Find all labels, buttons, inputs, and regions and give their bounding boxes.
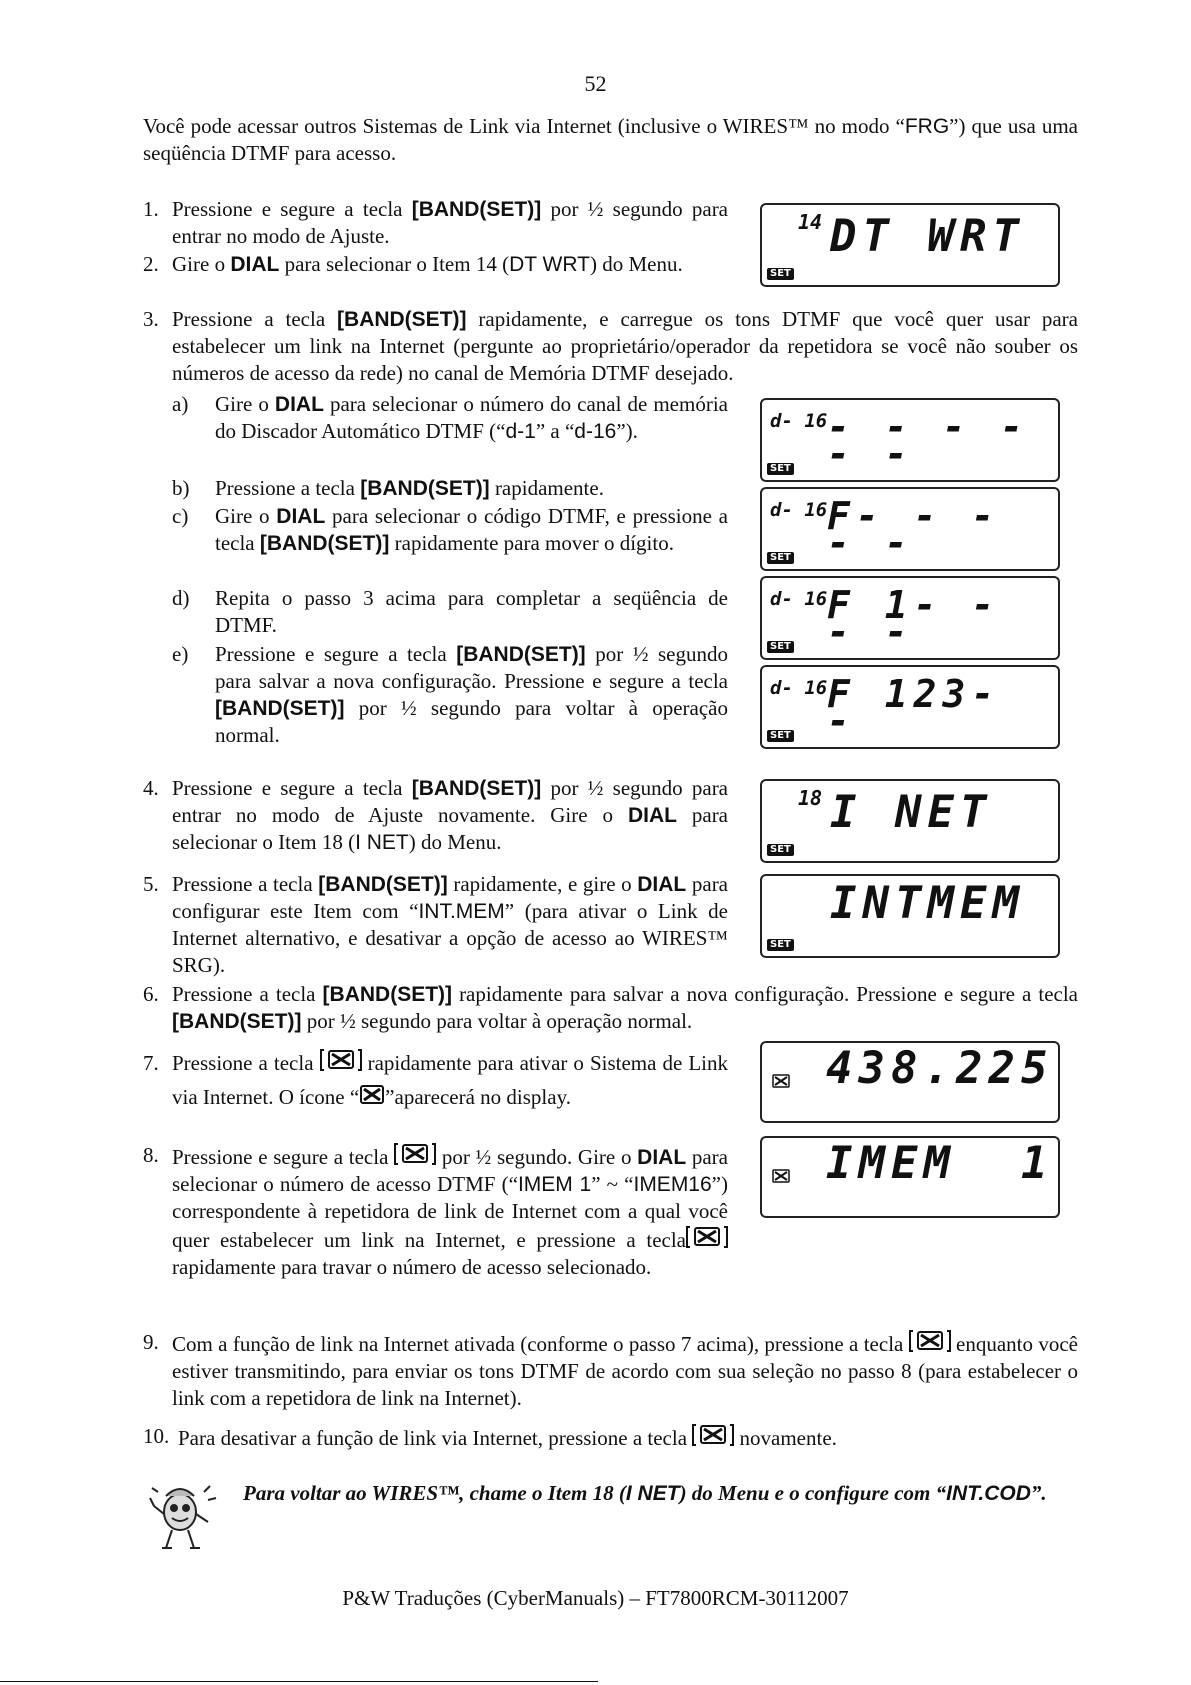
band-set-key: [BAND(SET)] — [322, 983, 453, 1006]
page-number: 52 — [584, 71, 607, 96]
page-footer: P&W Traduções (CyberManuals) – FT7800RCM-30112007 — [342, 1586, 849, 1610]
lcd-display-dtmf-f123: d- 16 F 123- - SET — [760, 665, 1060, 749]
dial-label: DIAL — [276, 505, 326, 528]
internet-key-icon — [692, 1423, 734, 1447]
lcd-display-dt-wrt: 14 DT WRT SET — [760, 203, 1060, 287]
dial-label: DIAL — [230, 253, 280, 276]
lcd-display-i-net: 18 I NET SET — [760, 779, 1060, 863]
lcd-display-dtmf-f1: d- 16 F 1- - - - SET — [760, 576, 1060, 660]
internet-key-icon — [320, 1048, 362, 1072]
lcd-display-dtmf-empty: d- 16 - - - - - - SET — [760, 398, 1060, 482]
lcd-display-intmem: INTMEM SET — [760, 874, 1060, 958]
lcd-display-imem: IMEM 1 — [760, 1136, 1060, 1218]
band-set-key: [BAND(SET)] — [172, 1010, 302, 1033]
band-set-key: [BAND(SET)] — [360, 477, 490, 500]
band-set-key: [BAND(SET)] — [456, 643, 586, 666]
mascot-hint-icon — [144, 1478, 222, 1554]
band-set-key: [BAND(SET)] — [337, 308, 467, 331]
band-set-key: [BAND(SET)] — [411, 777, 542, 800]
dial-label: DIAL — [274, 393, 324, 416]
internet-icon — [772, 1169, 790, 1184]
band-set-key: [BAND(SET)] — [259, 532, 390, 555]
internet-icon — [772, 1074, 790, 1089]
dial-label: DIAL — [637, 873, 687, 896]
band-set-key: [BAND(SET)] — [318, 873, 448, 896]
bottom-rule — [0, 1681, 598, 1682]
dial-label: DIAL — [627, 804, 677, 827]
lcd-display-frequency: 438.225 — [760, 1041, 1060, 1123]
band-set-key: [BAND(SET)] — [411, 198, 542, 221]
tip-note: Para voltar ao WIRES™, chame o Item 18 (I NET) do Menu e o configure com “INT.COD”. — [243, 1481, 1047, 1505]
internet-key-icon — [686, 1225, 728, 1249]
dial-label: DIAL — [637, 1146, 687, 1169]
internet-key-icon — [909, 1329, 951, 1353]
intro-paragraph: Você pode acessar outros Sistemas de Link via Internet (inclusive o WIRES™ no modo “FRG”) que usa uma seqüência DTMF para acesso. — [143, 114, 1078, 165]
band-set-key: [BAND(SET)] — [215, 697, 345, 720]
internet-key-icon — [394, 1142, 436, 1166]
internet-icon — [359, 1084, 385, 1106]
lcd-display-dtmf-f: d- 16 F- - - - - SET — [760, 487, 1060, 571]
